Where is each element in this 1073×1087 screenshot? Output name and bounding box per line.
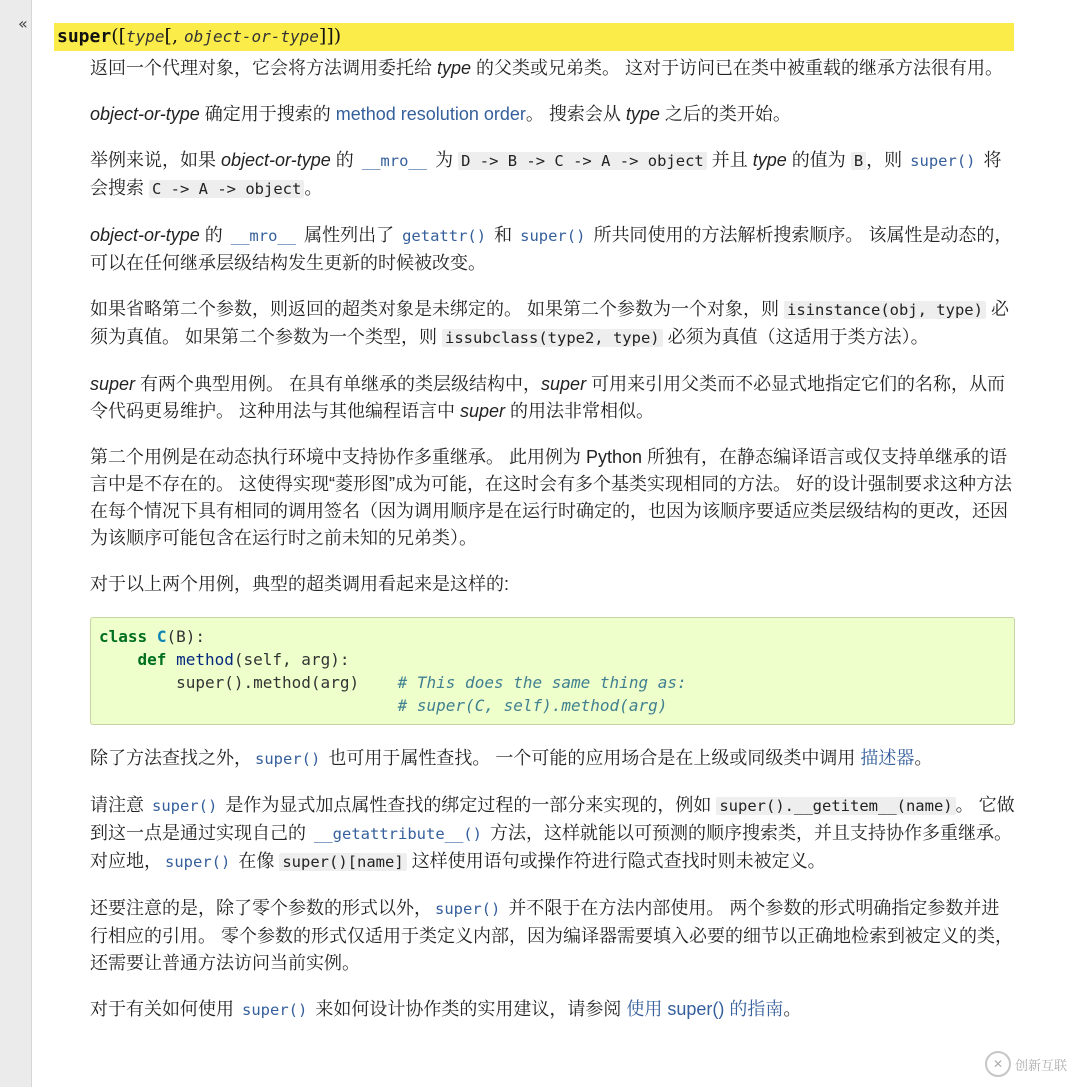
- paragraph-intro: [90, 55, 1015, 82]
- text: 和: [489, 225, 518, 245]
- sidebar: [0, 0, 32, 1087]
- text: 有两个典型用例。 在具有单继承的类层级结构中，: [135, 374, 542, 394]
- code-chain2: C -> A -> object: [149, 180, 304, 198]
- watermark: [985, 1051, 1067, 1077]
- text: 来如何设计协作类的实用建议，请参阅: [310, 999, 627, 1019]
- paragraph-guide: [90, 996, 1015, 1024]
- text: 的值为: [786, 150, 851, 170]
- paragraph-second-arg: [90, 296, 1015, 352]
- paragraph-zero-arg: [90, 895, 1015, 977]
- code-isinstance: isinstance(obj, type): [784, 301, 986, 319]
- code-text: (B):: [166, 627, 205, 646]
- link-super[interactable]: super(): [255, 750, 321, 768]
- watermark-text: 创新互联: [1014, 1057, 1067, 1073]
- code-comment: # This does the same thing as:: [397, 673, 687, 692]
- watermark-logo-icon: ✕: [985, 1051, 1011, 1077]
- text: ，则: [866, 150, 908, 170]
- text: 。 搜索会从: [525, 104, 626, 124]
- param-ref: super: [460, 401, 506, 421]
- code-function-name: method: [176, 650, 234, 669]
- code-block: [90, 617, 1015, 725]
- link-getattr[interactable]: getattr(): [402, 227, 487, 245]
- param-ref: type: [625, 104, 660, 124]
- text: 的: [199, 225, 228, 245]
- text: 并且: [706, 150, 753, 170]
- param-ref: object-or-type: [90, 225, 200, 245]
- function-signature: [54, 23, 1014, 51]
- text: 可用来引用父类而不必显式地指定它们的名称，从而令代码更易维护。 这种用法与其他编程语言中: [90, 374, 1006, 421]
- link-super[interactable]: super(): [242, 1001, 308, 1019]
- param-ref: type: [752, 150, 787, 170]
- link-descriptor[interactable]: 描述器: [860, 748, 915, 768]
- link-method-resolution-order[interactable]: method resolution order: [335, 104, 526, 124]
- text: 是作为显式加点属性查找的绑定过程的一部分来实现的，例如: [220, 795, 717, 815]
- signature-open: ([: [111, 25, 127, 47]
- text: 除了方法查找之外，: [90, 748, 252, 768]
- text: 必须为真值。 如果第二个参数为一个类型，则: [90, 299, 1009, 347]
- link-super[interactable]: super(): [152, 797, 218, 815]
- text: 还要注意的是，除了零个参数的形式以外，: [90, 898, 432, 918]
- link-mro[interactable]: __mro__: [361, 152, 428, 170]
- code-chain: D -> B -> C -> A -> object: [458, 152, 707, 170]
- code-text: (self, arg):: [233, 650, 350, 669]
- paragraph-example: [90, 147, 1015, 203]
- param-ref: type: [437, 58, 472, 78]
- param-ref: super: [90, 374, 136, 394]
- text: 。: [783, 999, 802, 1019]
- code-text: super().method(arg): [176, 673, 360, 692]
- text: 。: [914, 748, 933, 768]
- code-issubclass: issubclass(type2, type): [442, 329, 663, 347]
- paragraph-dotted-lookup: [90, 792, 1015, 876]
- text: 必须为真值（这适用于类方法）。: [662, 327, 929, 347]
- text: 这样使用语句或操作符进行隐式查找时则未被定义。: [406, 851, 826, 871]
- paragraph-attribute-lookup: [90, 745, 1015, 773]
- signature-param-object-or-type: object-or-type: [184, 27, 319, 46]
- param-ref: super: [541, 374, 587, 394]
- signature-name: super: [57, 26, 112, 47]
- text: 如果省略第二个参数，则返回的超类对象是未绑定的。 如果第二个参数为一个对象，则: [90, 299, 784, 319]
- link-super-guide[interactable]: 使用 super() 的指南: [626, 999, 784, 1019]
- text: 并不限于在方法内部使用。 两个参数的形式明确指定参数并进行相应的引用。 零个参数的形式仅适用于类定义内部，因为编译器需要填入必要的细节以正确地检索到被定义的类，还需要让普通方法访问当前实例。: [90, 898, 1013, 973]
- text: 方法，这样就能以可预测的顺序搜索类，并且支持协作多重继承。 对应地，: [90, 823, 1012, 871]
- param-ref: object-or-type: [221, 150, 331, 170]
- signature-sep: [,: [164, 25, 185, 47]
- text: 请注意: [90, 795, 150, 815]
- signature-close: ]]): [318, 25, 342, 47]
- code-keyword: def: [137, 650, 167, 669]
- text: 。 它做到这一点是通过实现自己的: [90, 795, 1015, 843]
- code-class-name: C: [156, 627, 167, 646]
- link-super[interactable]: super(): [435, 900, 501, 918]
- text: 之后的类开始。: [659, 104, 791, 124]
- code-comment: # super(C, self).method(arg): [397, 696, 668, 715]
- link-super[interactable]: super(): [910, 152, 976, 170]
- text: 的父类或兄弟类。 这对于访问已在类中被重载的继承方法很有用。: [471, 58, 1004, 78]
- signature-param-type: type: [126, 27, 165, 46]
- link-super[interactable]: super(): [165, 853, 231, 871]
- collapse-sidebar-icon[interactable]: «: [18, 14, 28, 33]
- paragraph-mro: [90, 101, 1015, 128]
- text: 的: [330, 150, 359, 170]
- text: 对于有关如何使用: [90, 999, 240, 1019]
- code-getitem: super().__getitem__(name): [716, 797, 955, 815]
- paragraph-mro-attr: [90, 222, 1015, 277]
- text: 在像: [233, 851, 280, 871]
- link-getattribute[interactable]: __getattribute__(): [314, 825, 482, 843]
- param-ref: object-or-type: [90, 104, 200, 124]
- link-mro[interactable]: __mro__: [230, 227, 297, 245]
- text: 返回一个代理对象，它会将方法调用委托给: [90, 58, 437, 78]
- text: 将会搜索: [90, 150, 1002, 198]
- text: 也可用于属性查找。 一个可能的应用场合是在上级或同级类中调用: [323, 748, 861, 768]
- link-super[interactable]: super(): [520, 227, 586, 245]
- doc-body: [90, 55, 1015, 1043]
- paragraph-use-cases: [90, 371, 1015, 425]
- text: 。: [304, 178, 323, 198]
- text: 所共同使用的方法解析搜索顺序。 该属性是动态的，可以在任何继承层级结构发生更新的时候被改变。: [90, 225, 1013, 273]
- text: 属性列出了: [299, 225, 400, 245]
- text: 为: [430, 150, 459, 170]
- text: 举例来说，如果: [90, 150, 222, 170]
- code-keyword: class: [99, 627, 148, 646]
- code-b: B: [851, 152, 866, 170]
- paragraph-cooperative: 第二个用例是在动态执行环境中支持协作多重继承。 此用例为 Python 所独有，在静态编译语言或仅支持单继承的语言中是不存在的。 这使得实现“菱形图”成为可能，在这时会有多个基类实现相同的方法。 好的设计强制要求这种方法在每个情况下具有相同的调用签名（因为调用顺序是在运行时确定的，也因为该顺序要适应类层级结构的更改，还因为该顺序可能包含在运行时之前未知的兄弟类）。: [90, 447, 1012, 548]
- code-super-name: super()[name]: [279, 853, 406, 871]
- text: 确定用于搜索的: [199, 104, 336, 124]
- paragraph-typical-call: 对于以上两个用例，典型的超类调用看起来是这样的:: [90, 574, 509, 594]
- text: 的用法非常相似。: [505, 401, 655, 421]
